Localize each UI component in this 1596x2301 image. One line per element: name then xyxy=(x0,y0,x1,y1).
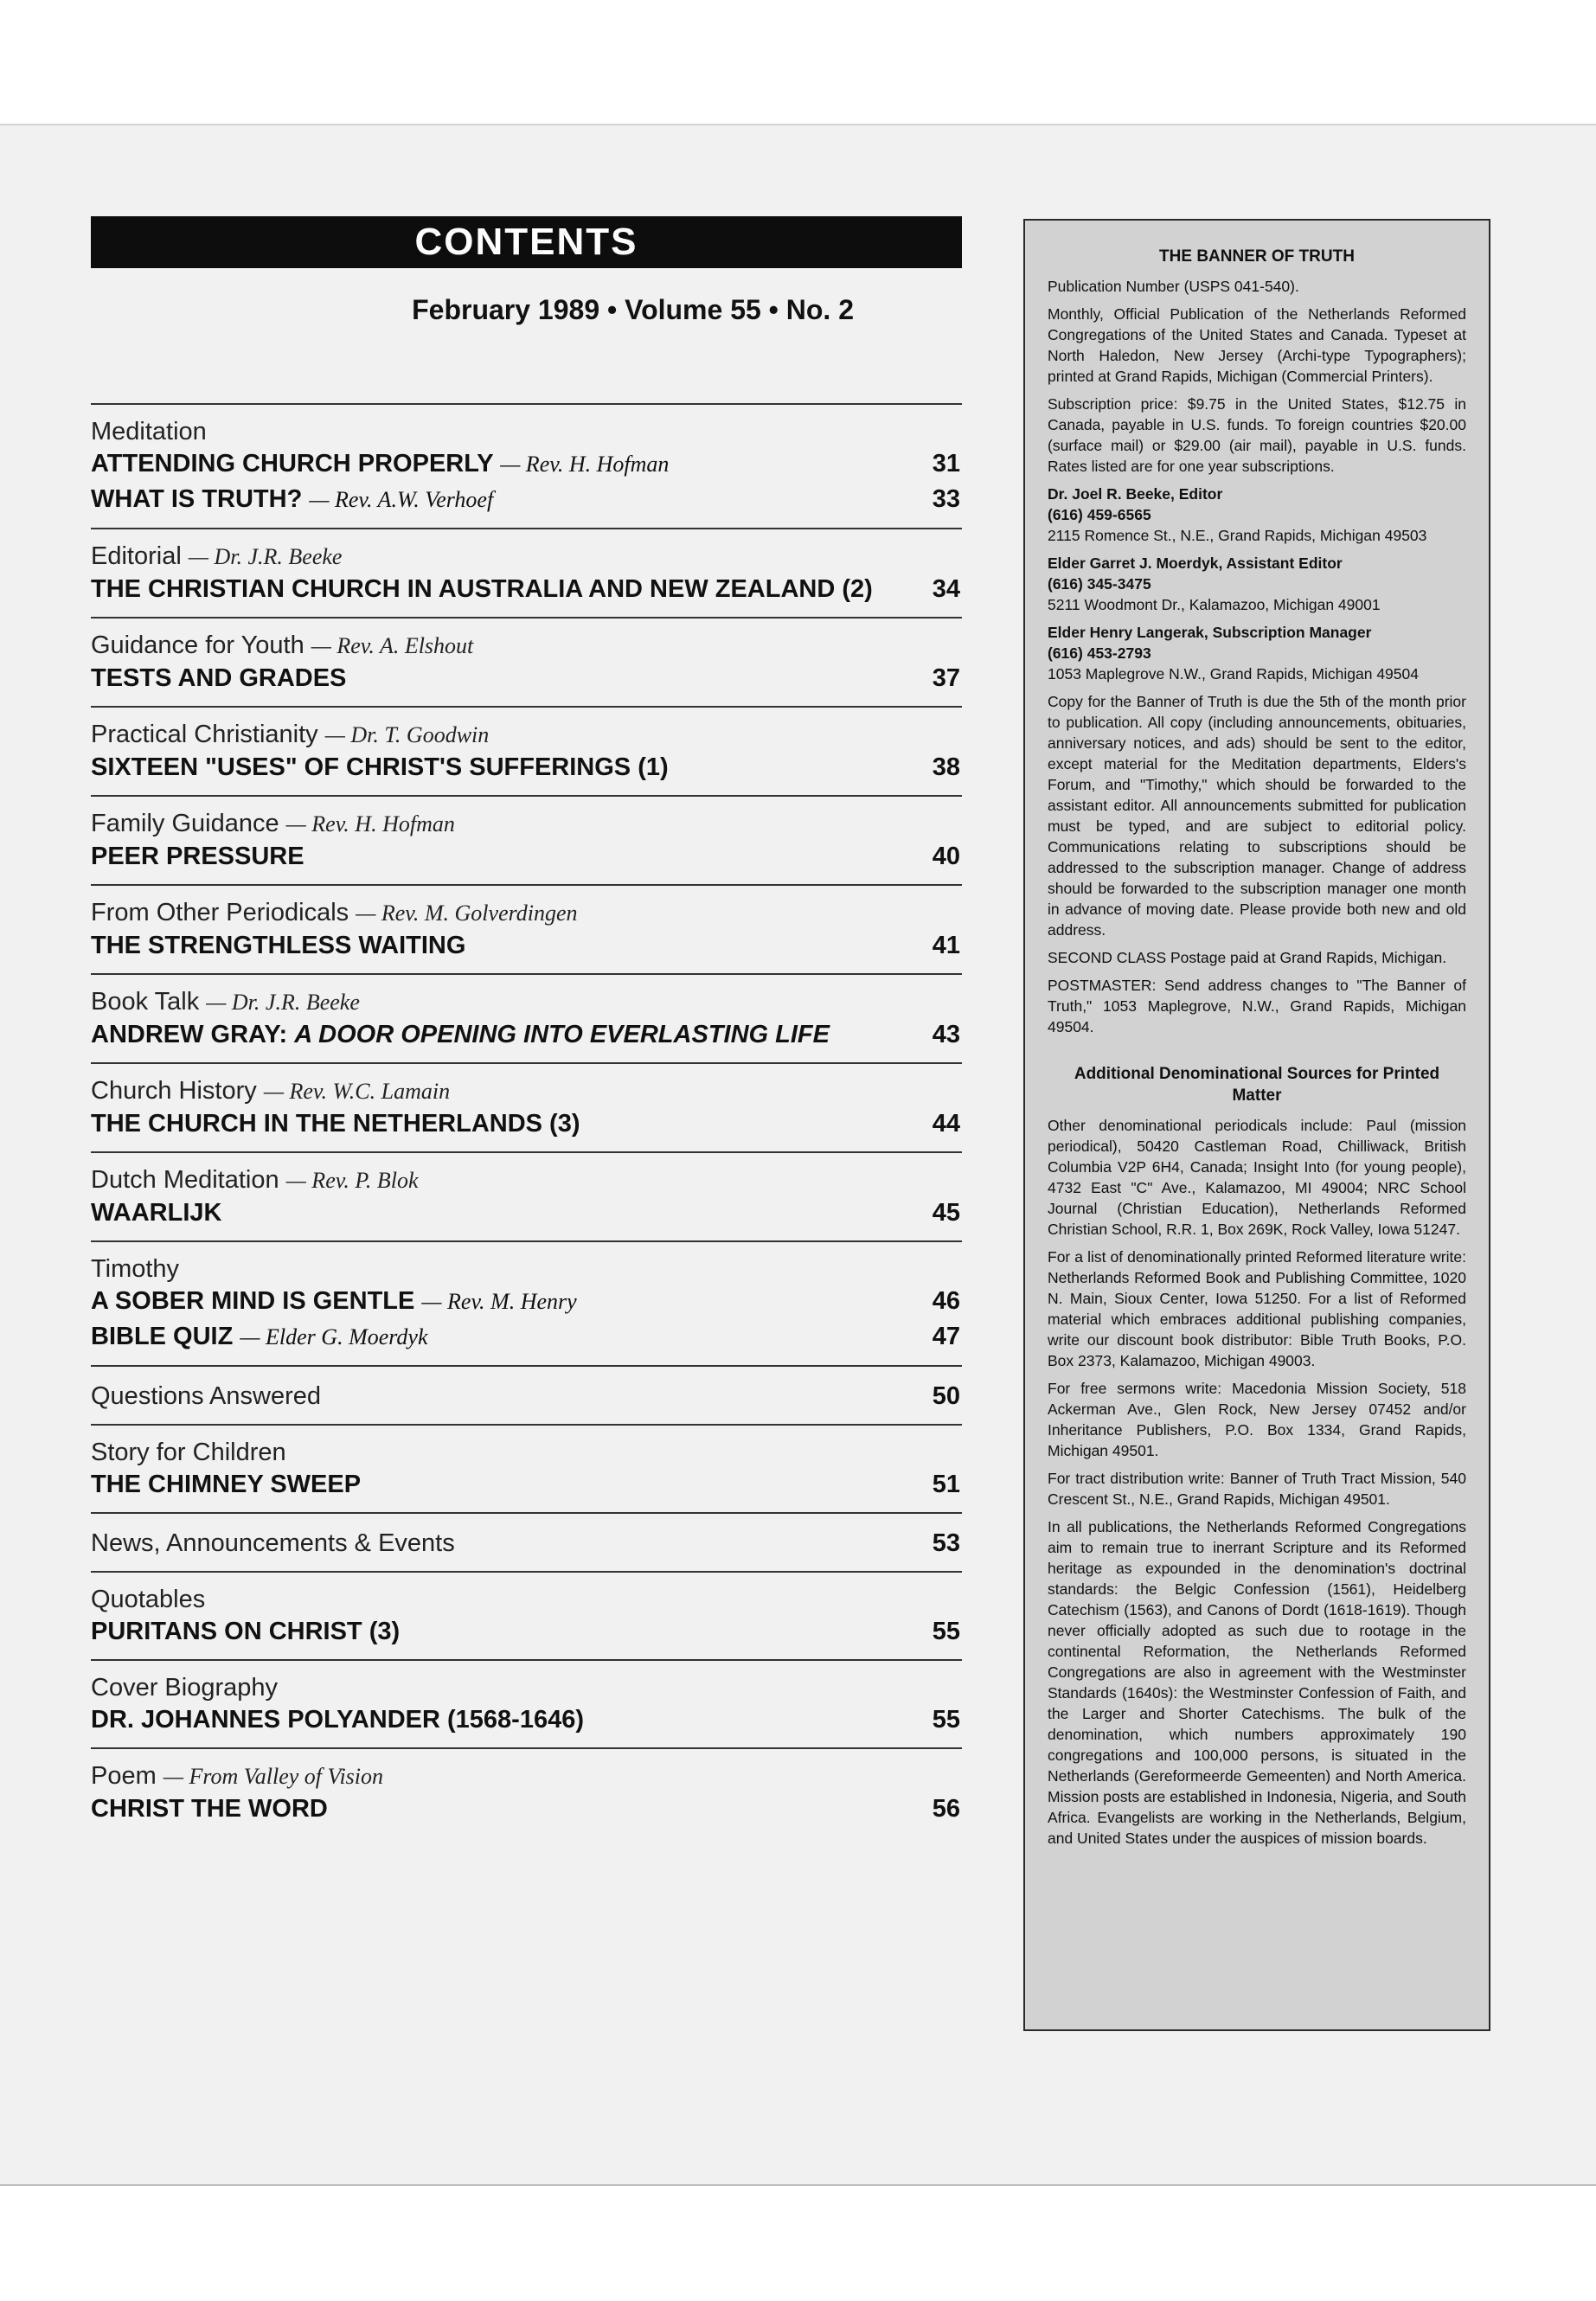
section-name: Timothy xyxy=(91,1255,180,1283)
section-name: From Other Periodicals xyxy=(91,899,349,926)
section-heading xyxy=(91,809,962,839)
source-paragraph: For tract distribution write: Banner of Truth Tract Mission, 540 Crescent St., N.E., Grand Rapids, Michigan 49501. xyxy=(1048,1470,1466,1508)
toc-section xyxy=(91,1571,962,1649)
entry-title-text: WHAT IS TRUTH? xyxy=(91,485,303,513)
section-heading xyxy=(91,898,962,928)
entry-author: — Rev. H. Hofman xyxy=(500,452,670,477)
publication-number: Publication Number (USPS 041-540). xyxy=(1048,278,1299,295)
contact-name: Dr. Joel R. Beeke, Editor xyxy=(1048,485,1223,503)
page-number: 45 xyxy=(932,1199,960,1227)
publication-info: Monthly, Official Publication of the Netherlands Reformed Congregations of the United States and Canada. Typeset at North Haledon, New Jersey (Archi-type Typographers); printed at Grand Rapids, Michigan (Commercial Printers). xyxy=(1048,305,1466,385)
section-heading xyxy=(91,1761,962,1791)
contact-address: 5211 Woodmont Dr., Kalamazoo, Michigan 49001 xyxy=(1048,596,1381,613)
section-name: Cover Biography xyxy=(91,1674,278,1702)
toc-entry[interactable] xyxy=(91,1702,962,1737)
page-number: 56 xyxy=(932,1795,960,1823)
entry-title-text: ATTENDING CHURCH PROPERLY xyxy=(91,450,494,478)
contact-phone: (616) 459-6565 xyxy=(1048,506,1151,523)
contact-address: 2115 Romence St., N.E., Grand Rapids, Michigan 49503 xyxy=(1048,527,1427,544)
toc-section xyxy=(91,1659,962,1737)
section-name: Dutch Meditation xyxy=(91,1166,279,1194)
section-heading xyxy=(91,417,962,446)
toc-section xyxy=(91,1151,962,1230)
issue-line: February 1989 • Volume 55 • No. 2 xyxy=(412,294,854,325)
toc-entry[interactable] xyxy=(91,446,962,482)
entry-title xyxy=(91,1467,361,1502)
toc-entry[interactable] xyxy=(91,1467,962,1502)
masthead-title: THE BANNER OF TRUTH xyxy=(1159,247,1355,266)
entry-title xyxy=(91,928,465,963)
section-heading xyxy=(91,1526,962,1561)
entry-title-text: THE CHIMNEY SWEEP xyxy=(91,1471,362,1498)
entry-author: — Rev. M. Henry xyxy=(421,1289,577,1314)
section-name: Guidance for Youth xyxy=(91,631,304,659)
contact-name: Elder Henry Langerak, Subscription Manager xyxy=(1048,624,1372,641)
section-heading xyxy=(91,987,962,1017)
section-author: — Rev. H. Hofman xyxy=(285,811,455,836)
entry-title-text: PURITANS ON CHRIST (3) xyxy=(91,1618,401,1645)
toc-section xyxy=(91,1512,962,1561)
entry-title xyxy=(91,750,669,785)
entry-title xyxy=(91,446,669,482)
page-number: 37 xyxy=(932,664,960,692)
section-name: Church History xyxy=(91,1077,257,1105)
entry-title-text: SIXTEEN "USES" OF CHRIST'S SUFFERINGS (1) xyxy=(91,753,669,781)
toc-section xyxy=(91,706,962,785)
entry-title xyxy=(91,1017,830,1052)
toc-entry[interactable] xyxy=(91,750,962,785)
toc-section xyxy=(91,1365,962,1413)
entry-title-text: THE CHRISTIAN CHURCH IN AUSTRALIA AND NEW ZEALAND (2) xyxy=(91,575,873,603)
entry-title xyxy=(91,1319,428,1355)
section-heading xyxy=(91,1165,962,1195)
entry-title xyxy=(91,661,346,695)
section-name: Quotables xyxy=(91,1586,206,1613)
source-paragraph: Other denominational periodicals include: Paul (mission periodical), 50420 Castleman Road, Chilliwack, British Columbia V2P 6H4, Canada; Insight Into (for young people), 4732 East "C" Ave., Kalamazoo, MI 49004; NRC School Journal (Christian Education), Netherlands Reformed Christian School, R.R. 1, Box 269K, Rock Valley, Iowa 51247. xyxy=(1048,1117,1466,1238)
staff-contact xyxy=(1048,553,1466,615)
section-author: — Dr. T. Goodwin xyxy=(324,722,490,747)
entry-title-text: THE CHURCH IN THE NETHERLANDS (3) xyxy=(91,1110,580,1138)
page-number: 51 xyxy=(932,1471,960,1498)
toc-section xyxy=(91,1747,962,1826)
page-number: 53 xyxy=(932,1529,960,1557)
toc-entry[interactable] xyxy=(91,1106,962,1141)
entry-title-text: THE STRENGTHLESS WAITING xyxy=(91,932,466,959)
toc-section xyxy=(91,1062,962,1141)
contact-phone: (616) 345-3475 xyxy=(1048,575,1151,593)
entry-title-italic: A DOOR OPENING INTO EVERLASTING LIFE xyxy=(294,1021,830,1048)
entry-title xyxy=(91,572,873,606)
section-name: Poem xyxy=(91,1762,157,1790)
entry-title-text: BIBLE QUIZ xyxy=(91,1323,234,1350)
entry-title-text: CHRIST THE WORD xyxy=(91,1795,328,1823)
section-author: — Rev. M. Golverdingen xyxy=(356,901,578,926)
section-heading xyxy=(91,1254,962,1284)
page-number: 55 xyxy=(932,1618,960,1645)
entry-title xyxy=(91,1702,584,1737)
postmaster-note: POSTMASTER: Send address changes to "The Banner of Truth," 1053 Maplegrove, N.W., Grand Rapids, Michigan 49504. xyxy=(1048,977,1466,1035)
sources-list xyxy=(1048,1115,1466,1849)
entry-title xyxy=(91,1284,577,1319)
section-heading xyxy=(91,1379,962,1413)
section-author: — Dr. J.R. Beeke xyxy=(188,544,343,569)
toc-section xyxy=(91,528,962,606)
postage-note: SECOND CLASS Postage paid at Grand Rapids, Michigan. xyxy=(1048,949,1447,966)
source-paragraph: For a list of denominationally printed Reformed literature write: Netherlands Reformed Book and Publishing Committee, 1020 N. Main, Sioux Center, Iowa 51250. For a list of Reformed material which embraces additional publishing companies, write our discount book distributor: Bible Truth Books, P.O. Box 2373, Kalamazoo, Michigan 49003. xyxy=(1048,1248,1466,1369)
toc-section xyxy=(91,973,962,1052)
page-number: 55 xyxy=(932,1706,960,1734)
toc-section xyxy=(91,1240,962,1355)
entry-title xyxy=(91,1614,400,1649)
entry-title-text: DR. JOHANNES POLYANDER (1568-1646) xyxy=(91,1706,585,1734)
section-name: Questions Answered xyxy=(91,1382,321,1410)
entry-title xyxy=(91,1106,580,1141)
entry-title xyxy=(91,839,304,874)
entry-title xyxy=(91,1195,221,1230)
page-number: 44 xyxy=(932,1110,960,1138)
toc-entry[interactable] xyxy=(91,928,962,963)
staff-contacts xyxy=(1048,484,1466,684)
page-number: 43 xyxy=(932,1021,960,1048)
contact-phone: (616) 453-2793 xyxy=(1048,644,1151,662)
toc-entry[interactable] xyxy=(91,1791,962,1826)
toc-entry[interactable] xyxy=(91,572,962,606)
section-heading xyxy=(91,631,962,661)
section-author: — From Valley of Vision xyxy=(163,1764,384,1789)
copy-deadline: Copy for the Banner of Truth is due the 5th of the month prior to publication. All copy (including announcements, obituaries, anniversary notices, and ads) should be sent to the editor, except material for the Meditation departments, Elders's Forum, and "Timothy," which should be forwarded to the assistant editor. All announcements submitted for publication must be typed, and are subject to editorial policy. Communications relating to subscriptions should be addressed to the subscription manager. Change of address should be forwarded to the subscription manager one month in advance of moving date. Please provide both new and old address. xyxy=(1048,693,1466,939)
toc-entry[interactable] xyxy=(91,1017,962,1052)
page-number: 31 xyxy=(932,450,960,478)
section-name: Story for Children xyxy=(91,1439,286,1466)
page-number: 33 xyxy=(932,485,960,513)
contact-address: 1053 Maplegrove N.W., Grand Rapids, Michigan 49504 xyxy=(1048,665,1419,683)
section-name: Book Talk xyxy=(91,988,200,1016)
section-heading xyxy=(91,720,962,750)
section-heading xyxy=(91,1438,962,1467)
toc-section xyxy=(91,403,962,517)
section-heading xyxy=(91,1673,962,1702)
entry-author: — Elder G. Moerdyk xyxy=(240,1324,428,1349)
section-name: News, Announcements & Events xyxy=(91,1529,455,1557)
section-name: Family Guidance xyxy=(91,810,279,837)
section-heading xyxy=(91,1585,962,1614)
section-heading xyxy=(91,542,962,572)
page-number: 40 xyxy=(932,843,960,870)
page-number: 50 xyxy=(932,1382,960,1410)
subscription-price: Subscription price: $9.75 in the United States, $12.75 in Canada, payable in U.S. funds. To foreign countries $20.00 (surface mail) or $29.00 (air mail), payable in U.S. funds. Rates listed are for one year subscriptions. xyxy=(1048,395,1466,475)
entry-title xyxy=(91,1791,328,1826)
toc-section xyxy=(91,617,962,695)
page-number: 38 xyxy=(932,753,960,781)
section-name: Meditation xyxy=(91,418,207,445)
toc-section xyxy=(91,884,962,963)
toc-entry[interactable] xyxy=(91,1614,962,1649)
toc-entry[interactable] xyxy=(91,482,962,517)
entry-title-text: ANDREW GRAY: xyxy=(91,1021,288,1048)
toc-entry[interactable] xyxy=(91,839,962,874)
section-author: — Rev. P. Blok xyxy=(285,1168,419,1193)
toc-entry[interactable] xyxy=(91,661,962,695)
page-number: 34 xyxy=(932,575,960,603)
entry-title-text: TESTS AND GRADES xyxy=(91,664,347,692)
masthead-box xyxy=(1023,219,1490,2031)
sources-heading: Additional Denominational Sources for Printed Matter xyxy=(1074,1065,1440,1105)
section-author: — Dr. J.R. Beeke xyxy=(206,990,360,1015)
section-heading xyxy=(91,1076,962,1106)
source-paragraph: For free sermons write: Macedonia Mission Society, 518 Ackerman Ave., Glen Rock, New Jersey 07452 and/or Inheritance Publishers, P.O. Box 1334, Grand Rapids, Michigan 49501. xyxy=(1048,1380,1466,1459)
entry-title xyxy=(91,482,493,517)
toc-section xyxy=(91,795,962,874)
entry-title-text: WAARLIJK xyxy=(91,1199,222,1227)
entry-title-text: A SOBER MIND IS GENTLE xyxy=(91,1287,415,1315)
toc-entry[interactable] xyxy=(91,1319,962,1355)
toc-section xyxy=(91,1424,962,1502)
staff-contact xyxy=(1048,622,1466,684)
section-author: — Rev. W.C. Lamain xyxy=(263,1079,451,1104)
toc-entry[interactable] xyxy=(91,1195,962,1230)
table-of-contents xyxy=(91,403,962,1836)
section-name: Editorial xyxy=(91,542,182,570)
page-number: 46 xyxy=(932,1287,960,1315)
contents-banner: CONTENTS xyxy=(91,216,962,268)
staff-contact xyxy=(1048,484,1466,546)
entry-title-text: PEER PRESSURE xyxy=(91,843,304,870)
contact-name: Elder Garret J. Moerdyk, Assistant Editor xyxy=(1048,554,1343,572)
toc-entry[interactable] xyxy=(91,1284,962,1319)
section-name: Practical Christianity xyxy=(91,721,318,748)
page-number: 41 xyxy=(932,932,960,959)
page-number: 47 xyxy=(932,1323,960,1350)
source-paragraph: In all publications, the Netherlands Reformed Congregations aim to remain true to inerrant Scripture and its Reformed heritage as expounded in the denomination's doctrinal standards: the Belgic Confession (1561), Heidelberg Catechism (1563), and Canons of Dordt (1618-1619). Though never officially adopted as such due to rootage in the continental Reformation, the Netherlands Reformed Congregations are also in agreement with the Westminster Standards (1640s): the Westminster Confession of Faith, and the Larger and Shorter Catechisms. The bulk of the denomination, which numbers approximately 190 congregations and 100,000 persons, is situated in the Netherlands (Gereformeerde Gemeenten) and North America. Mission posts are established in Indonesia, Nigeria, and South Africa. Evangelists are working in the Netherlands, Belgium, and United States under the auspices of mission boards. xyxy=(1048,1518,1466,1847)
section-author: — Rev. A. Elshout xyxy=(311,633,474,658)
entry-author: — Rev. A.W. Verhoef xyxy=(309,487,494,512)
